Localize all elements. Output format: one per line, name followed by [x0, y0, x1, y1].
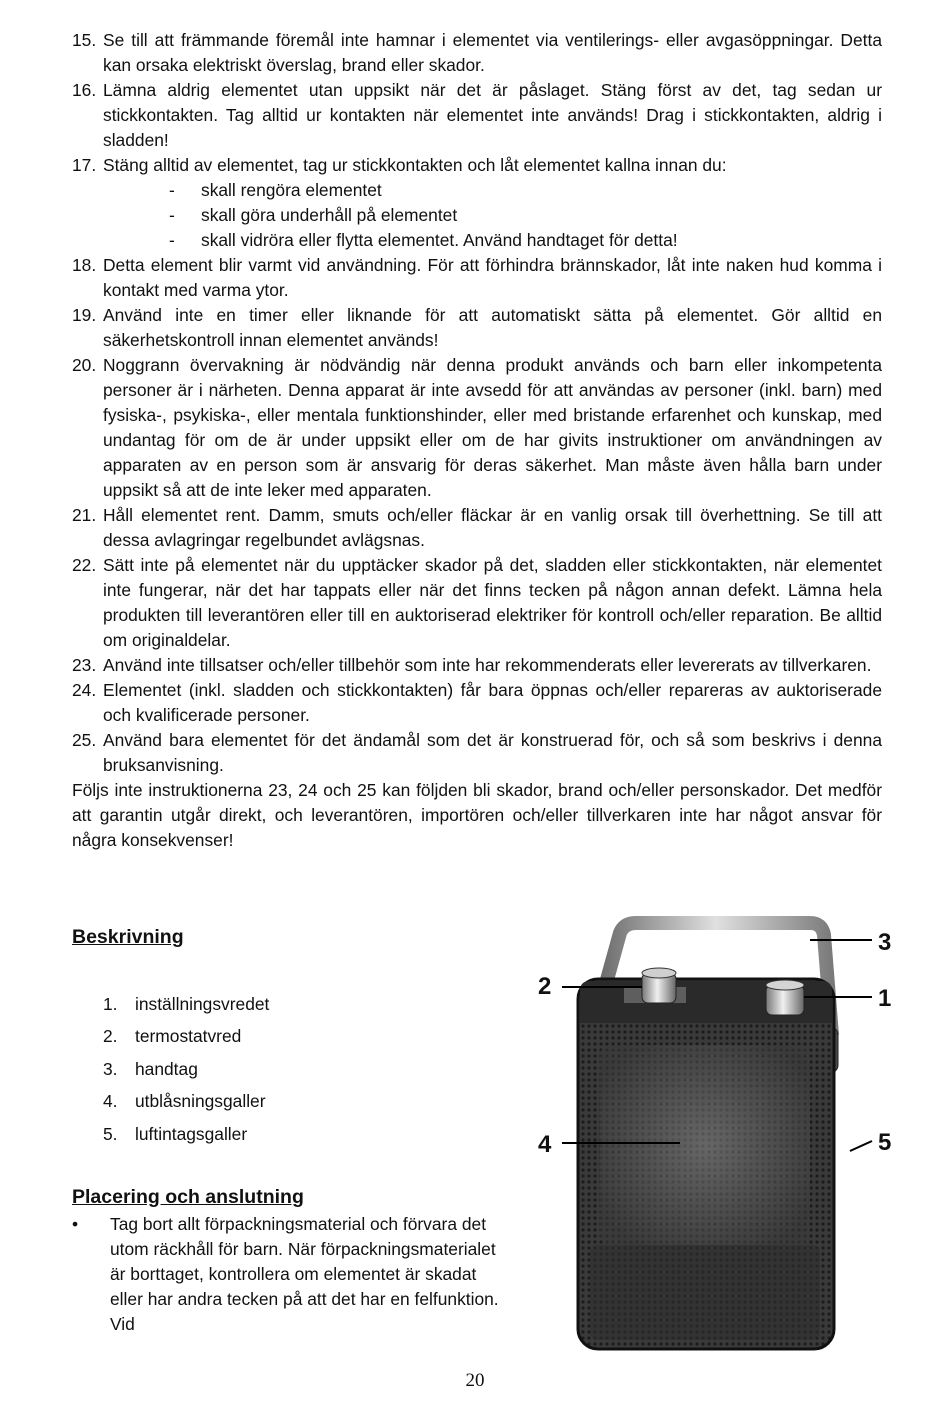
- sub-item-text: skall vidröra eller flytta elementet. Använd handtaget för detta!: [201, 230, 678, 250]
- knob-1-top: [766, 980, 804, 990]
- list-item: [103, 988, 269, 1020]
- list-item-15: [72, 28, 882, 78]
- list-item-21: [72, 503, 882, 553]
- list-number: 2.: [103, 1026, 118, 1047]
- item-number: 15.: [72, 30, 97, 50]
- item-text: Noggrann övervakning är nödvändig när denna produkt används och barn eller inkompetenta personer är i närheten. Denna apparat är inte avsedd för att användas av personer (inkl. barn) med fysiska-, psykiska-, eller mentala funktionshinder, eller med bristande erfarenhet och kunskap, med undantag för om de är under uppsikt eller om de har givits instruktioner om användningen av apparaten av en person som är ansvarig för deras säkerhet. Man måste även hålla barn under uppsikt så att de inte leker med apparaten.: [103, 355, 882, 500]
- item-text: Sätt inte på elementet när du upptäcker skador på det, sladden eller stickkontakten, när elementet inte fungerar, när det har tappats eller när det finns tecken på någon annan defekt. Lämna hela produkten till leverantören eller till en auktoriserad elektriker för kontroll och/eller reparation. Be alltid om originaldelar.: [103, 555, 882, 650]
- list-item-16: [72, 78, 882, 153]
- callout-4: 4: [538, 1131, 552, 1158]
- list-label: utblåsningsgaller: [135, 1091, 266, 1112]
- dash-marker: -: [169, 230, 175, 250]
- item-number: 19.: [72, 305, 97, 325]
- bullet-marker: •: [72, 1214, 79, 1234]
- list-item-18: [72, 253, 882, 303]
- list-item-25: [72, 728, 882, 778]
- sub-item-text: skall rengöra elementet: [201, 180, 382, 200]
- item-text: Elementet (inkl. sladden och stickkontakten) får bara öppnas och/eller repareras av auktoriserade och kvalificerade personer.: [103, 680, 882, 725]
- list-number: 3.: [103, 1058, 118, 1079]
- item-number: 24.: [72, 680, 97, 700]
- heater-illustration: [520, 915, 920, 1355]
- list-label: inställningsvredet: [135, 994, 270, 1014]
- list-label: luftintagsgaller: [135, 1123, 248, 1144]
- item-text: Se till att främmande föremål inte hamnar i elementet via ventilerings- eller avgasöppningar. Detta kan orsaka elektriskt överslag, brand eller skador.: [103, 30, 882, 75]
- item-text: Detta element blir varmt vid användning. För att förhindra brännskador, låt inte naken hud komma i kontakt med varma ytor.: [103, 255, 882, 300]
- bullet-text: Tag bort allt förpackningsmaterial och förvara det utom räckhåll för barn. När förpackningsmaterialet är borttaget, kontrollera om elementet är skadat eller har andra tecken på att det har en felfunktion. Vid: [110, 1214, 499, 1334]
- instructions-text: [72, 28, 882, 853]
- beskrivning-heading: Beskrivning: [72, 926, 184, 948]
- callout-2: 2: [538, 973, 552, 1000]
- sub-item: [72, 228, 882, 253]
- list-label: handtag: [135, 1058, 198, 1079]
- list-item-24: [72, 678, 882, 728]
- callout-5: 5: [878, 1129, 892, 1156]
- list-item: [103, 1085, 269, 1117]
- callout-line-5: [850, 1141, 872, 1151]
- placering-list: [72, 1212, 512, 1337]
- list-number: 4.: [103, 1091, 118, 1112]
- placering-heading: Placering och anslutning: [72, 1186, 304, 1208]
- list-item-20: [72, 353, 882, 503]
- item-number: 22.: [72, 555, 97, 575]
- item-text: Använd inte tillsatser och/eller tillbehör som inte har rekommenderats eller levererats av tillverkaren.: [103, 655, 872, 675]
- item-number: 23.: [72, 655, 97, 675]
- item-number: 16.: [72, 80, 97, 100]
- list-item-23: [72, 653, 882, 678]
- bullet-item: [72, 1212, 512, 1337]
- sub-item: [72, 203, 882, 228]
- item-number: 20.: [72, 355, 97, 375]
- list-item-19: [72, 303, 882, 353]
- item-text: Använd bara elementet för det ändamål som det är konstruerad för, och så som beskrivs i denna bruksanvisning.: [103, 730, 882, 775]
- list-label: termostatvred: [135, 1026, 242, 1047]
- warning-paragraph: Följs inte instruktionerna 23, 24 och 25 kan följden bli skador, brand och/eller personskador. Det medför att garantin utgår direkt, och leverantören, importören och/eller tillverkaren inte har något ansvar för några konsekvenser!: [72, 780, 882, 850]
- item-number: 18.: [72, 255, 97, 275]
- list-number: 1.: [103, 994, 118, 1014]
- item-text: Lämna aldrig elementet utan uppsikt när det är påslaget. Stäng först av det, tag sedan ur stickkontakten. Tag alltid ur kontakten när elementet inte används! Drag i stickkontakten, aldrig i sladden!: [103, 80, 882, 150]
- item-number: 25.: [72, 730, 97, 750]
- callout-1: 1: [878, 985, 892, 1012]
- item-text: Stäng alltid av elementet, tag ur stickkontakten och låt elementet kallna innan du:: [103, 155, 727, 175]
- inlet-area: [590, 1245, 820, 1340]
- dash-marker: -: [169, 205, 175, 225]
- item-number: 17.: [72, 155, 97, 175]
- item-text: Håll elementet rent. Damm, smuts och/eller fläckar är en vanlig orsak till överhettning. Se till att dessa avlagringar regelbundet avlägsnas.: [103, 505, 882, 550]
- list-item: [103, 1053, 269, 1085]
- list-item-17: [72, 153, 882, 178]
- list-number: 5.: [103, 1123, 118, 1144]
- page-number: 20: [465, 1370, 485, 1391]
- heater-figure: [520, 915, 920, 1355]
- sub-item-text: skall göra underhåll på elementet: [201, 205, 458, 225]
- knob-2-top: [642, 968, 676, 978]
- dash-marker: -: [169, 180, 175, 200]
- list-item: [103, 1118, 269, 1150]
- description-list: [103, 988, 269, 1150]
- item-number: 21.: [72, 505, 97, 525]
- list-item: [103, 1020, 269, 1052]
- list-item-22: [72, 553, 882, 653]
- outlet-grille: [600, 1045, 810, 1245]
- sub-item: [72, 178, 882, 203]
- callout-3: 3: [878, 929, 892, 956]
- item-text: Använd inte en timer eller liknande för att automatiskt sätta på elementet. Gör alltid en säkerhetskontroll innan elementet används!: [103, 305, 882, 350]
